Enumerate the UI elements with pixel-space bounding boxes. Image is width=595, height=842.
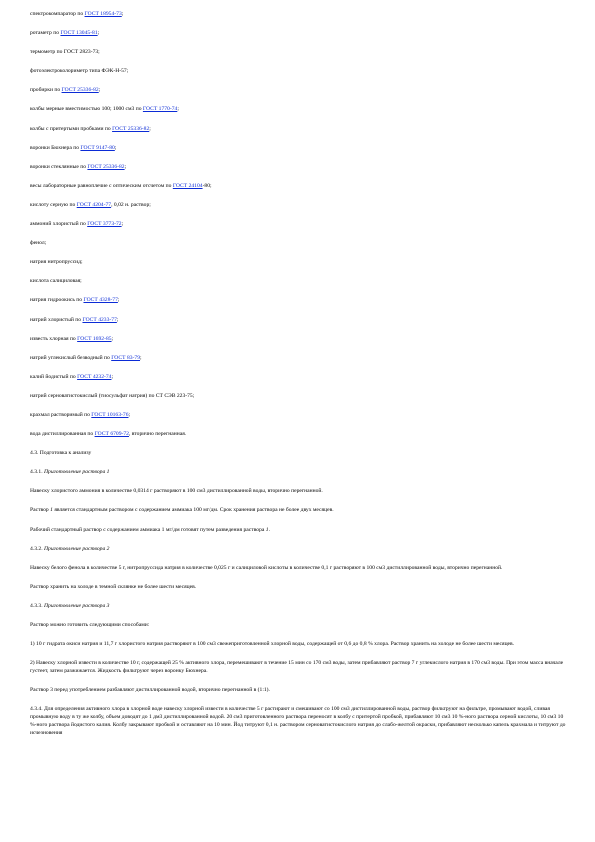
paragraph: Раствор можно готовить следующими способами: — [30, 622, 150, 628]
paragraph: 1) 10 г гидрата окиси натрия и 11,7 г хлористого натрия растворяют в 100 см3 свежеприготовленной хлорной воды, содержащей от 0,6 до 0,8 % хлора. Раствор хранить на холоде не более шести месяцев. — [30, 641, 515, 648]
equipment-item — [30, 277, 570, 285]
equipment-text: , вторично перегнанная. — [128, 431, 187, 438]
equipment-item — [30, 239, 570, 247]
equipment-text: , 0,02 н. раствор; — [111, 201, 151, 208]
equipment-item — [30, 430, 570, 438]
paragraph: 4.3.4. Для определения активного хлора в хлорной воде навеску хлорной извести в количестве 5 г растирают и смешивают со 100 см3 дистиллированной воды, раствор фильтруют на фильтре, промывают водой, сливая промывную воду в ту же колбу, объем доводят до 1 дм3 дистиллированной водой. 20 см3 приготовленного раствора переносят в колбу с притертой пробкой, прибавляют 10 см3 10 %-ного раствора серной кислоты, 10 см3 10 %-ного раствора йодистого калия. Колбу закрывают пробкой и оставляют на 10 мин. Йод титруют 0,1 н. раствором серноватистокислого натрия до слабо-желтой окраски, прибавляют несколько капель крахмала и титруют до исчезновения — [30, 706, 566, 737]
paragraph — [30, 526, 570, 534]
standard-link[interactable]: ГОСТ 3773-72 — [87, 221, 122, 228]
paragraph: 2) Навеску хлорной извести в количестве 10 г, содержащей 25 % активного хлора, перемешивают в течение 15 мин со 170 см3 воды, затем прибавляют раствор 7 г углекислого натрия в 170 см3 воды. При этом масса вначале густеет, затем разжижается. Жидкость фильтруют через воронку Бюхнера. — [30, 660, 564, 675]
standard-link[interactable]: ГОСТ 25336-82 — [112, 125, 150, 132]
equipment-item — [30, 48, 570, 56]
equipment-text: фенол; — [30, 240, 47, 247]
equipment-text: ; — [117, 297, 120, 304]
equipment-item — [30, 296, 570, 304]
equipment-text: натрий хлористый по — [30, 316, 83, 323]
standard-link[interactable]: ГОСТ 6709-72 — [94, 431, 129, 438]
equipment-item — [30, 29, 570, 37]
equipment-item — [30, 354, 570, 362]
standard-link[interactable]: ГОСТ 10163-76 — [91, 411, 129, 418]
paragraph: Раствор хранить на холоде в темной склянке не более шести месяцев. — [30, 583, 197, 590]
equipment-text: ; — [149, 125, 151, 132]
equipment-text: ; — [177, 106, 179, 113]
text-span: . — [268, 526, 270, 533]
equipment-text: пробирки по — [30, 87, 62, 94]
standard-link[interactable]: ГОСТ 4233-77 — [82, 316, 117, 323]
equipment-text: натрий серноватистокислый (тиосульфат натрия) по СТ СЭВ 223-75; — [30, 392, 195, 399]
equipment-list — [30, 10, 570, 438]
standard-link[interactable]: ГОСТ 25336-82 — [87, 163, 125, 170]
equipment-item — [30, 258, 570, 266]
equipment-text: термометр по ГОСТ 2823-73; — [30, 49, 100, 56]
equipment-text: весы лабораторные равноплечие с оптическим отсчетом по — [30, 182, 173, 189]
standard-link[interactable]: ГОСТ 18954-73 — [84, 11, 122, 17]
subsection-3-heading — [30, 602, 570, 610]
standard-link[interactable]: ГОСТ 9147-80 — [80, 144, 115, 151]
equipment-text: крахмал растворимый по — [30, 411, 92, 418]
equipment-item — [30, 316, 570, 324]
equipment-text: кислоту серную по — [30, 201, 77, 208]
equipment-text: колбы с притертыми пробками по — [30, 125, 113, 132]
text-span: является стандартным раствором с содержанием аммиака 100 мг/дм. Срок хранения раствора не более двух месяцев. — [52, 507, 334, 514]
standard-link[interactable]: ГОСТ 1692-85 — [77, 335, 112, 342]
equipment-item — [30, 411, 570, 419]
equipment-item — [30, 392, 570, 400]
equipment-text: ; — [111, 373, 114, 380]
equipment-text: аммоний хлористый по — [30, 221, 88, 228]
equipment-text: натрия нитропруссид; — [30, 259, 83, 266]
paragraph: Раствор 3 перед употреблением разбавляют дистиллированной водой, вторично перегнанной в (1:1). — [30, 687, 270, 694]
subsection-number: 4.3.2. — [30, 545, 44, 552]
text-span: Рабочий стандартный раствор с содержанием аммиака 1 мг/дм готовят путем разведения раствора — [30, 526, 266, 533]
equipment-text: вода дистиллированная по — [30, 431, 95, 438]
subsection-number: 4.3.3. — [30, 602, 44, 609]
equipment-text: кислота салициловая; — [30, 278, 82, 285]
equipment-text: ; — [121, 11, 124, 17]
equipment-text: колбы мерные вместимостью 100; 1000 см3 по — [30, 106, 143, 113]
section-title: 4.3. Подготовка к анализу — [30, 450, 92, 457]
standard-link[interactable]: ГОСТ 4204-77 — [76, 201, 112, 208]
equipment-item — [30, 220, 570, 228]
equipment-item — [30, 144, 570, 152]
equipment-text: фотоэлектроколориметр типа ФЭК-Н-57; — [30, 68, 129, 75]
equipment-text: ; — [114, 144, 117, 151]
text-span: 1 — [265, 526, 269, 533]
standard-link[interactable]: ГОСТ 1770-74 — [142, 106, 178, 113]
equipment-item — [30, 125, 570, 133]
paragraph: Навеску белого фенола в количестве 5 г, нитропруссида натрия в количестве 0,025 г и салициловой кислоты в количестве 0,1 г растворяют в 100 см3 дистиллированной воды, вторично перегнанной. — [30, 564, 503, 571]
equipment-item — [30, 10, 570, 18]
equipment-text: спектрокомпаратор по — [30, 11, 85, 17]
equipment-text: ; — [98, 87, 101, 94]
paragraph — [30, 506, 570, 514]
equipment-item — [30, 201, 570, 209]
equipment-item — [30, 86, 570, 94]
equipment-text: ; — [124, 163, 127, 170]
standard-link[interactable]: ГОСТ 4232-74 — [77, 373, 112, 380]
standard-link[interactable]: ГОСТ 13045-81 — [60, 30, 98, 37]
equipment-text: натрий углекислый безводный по — [30, 354, 112, 361]
standard-link[interactable]: ГОСТ 4328-77 — [83, 297, 118, 304]
equipment-text: ; — [97, 30, 100, 37]
equipment-text: -80; — [202, 182, 212, 189]
equipment-text: воронки стеклянные по — [30, 163, 88, 170]
equipment-text: калий йодистый по — [30, 373, 78, 380]
equipment-item — [30, 335, 570, 343]
equipment-text: ; — [121, 221, 124, 228]
equipment-item — [30, 105, 570, 113]
paragraph: Навеску хлористого аммония в количестве 0,0314 г растворяют в 100 см3 дистиллированной воды, вторично перегнанной. — [30, 488, 323, 495]
text-span: Раствор — [30, 507, 51, 514]
equipment-item — [30, 182, 570, 190]
subsection-1-heading — [30, 468, 570, 476]
standard-link[interactable]: ГОСТ 24104 — [172, 182, 203, 189]
subsection-title: Приготовление раствора 1 — [43, 469, 110, 476]
subsection-title: Приготовление раствора 2 — [43, 545, 110, 552]
equipment-text: ; — [140, 354, 142, 361]
subsection-number: 4.3.1. — [30, 469, 44, 476]
document-page — [30, 10, 570, 748]
subsection-title: Приготовление раствора 3 — [43, 602, 110, 609]
text-span: 1 — [50, 507, 53, 514]
equipment-text: ; — [128, 411, 131, 418]
equipment-text: натрия гидроокись по — [30, 297, 84, 304]
equipment-text: ; — [111, 335, 114, 342]
equipment-item — [30, 67, 570, 75]
subsection-2-heading — [30, 545, 570, 553]
equipment-text: ротаметр по — [30, 30, 61, 37]
equipment-item — [30, 373, 570, 381]
equipment-text: известь хлорная по — [30, 335, 78, 342]
equipment-text: ; — [116, 316, 119, 323]
standard-link[interactable]: ГОСТ 83-79 — [111, 354, 141, 361]
equipment-item — [30, 163, 570, 171]
standard-link[interactable]: ГОСТ 25336-82 — [61, 87, 99, 94]
equipment-text: воронки Бюхнера по — [30, 144, 81, 151]
